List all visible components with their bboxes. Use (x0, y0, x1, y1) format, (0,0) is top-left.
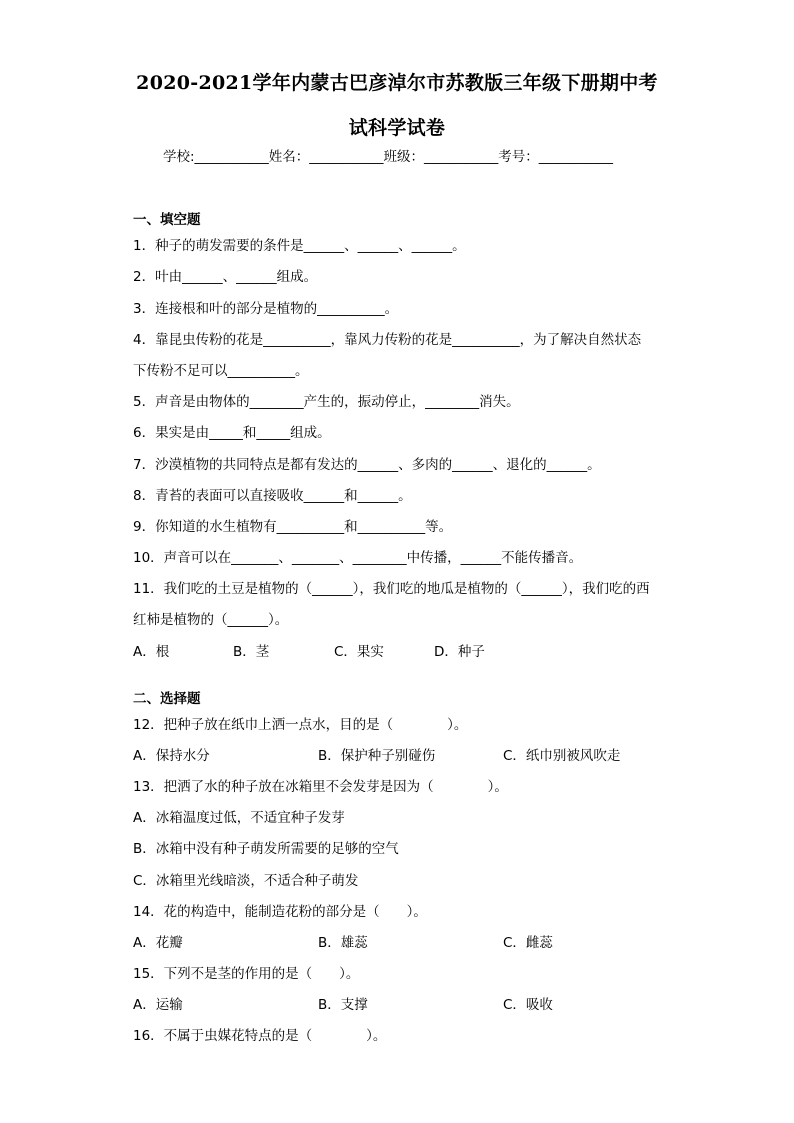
option-b: B．茎 (233, 644, 270, 660)
option-a: A．保持水分 (133, 748, 210, 764)
question-line: 2．叶由______、______组成。 (133, 269, 318, 285)
question-line: 15．下列不是茎的作用的是（ ）。 (133, 966, 360, 982)
option-c: C．纸巾别被风吹走 (503, 748, 621, 764)
question-line: 13．把洒了水的种子放在冰箱里不会发芽是因为（ ）。 (133, 779, 508, 795)
option-b: B．支撑 (318, 997, 368, 1013)
option-a: A．根 (133, 644, 170, 660)
option-a: A．花瓣 (133, 935, 183, 951)
section-heading-fill-blank: 一、填空题 (133, 212, 201, 228)
student-info-line: 学校:___________姓名：___________班级：___________考号：___________ (163, 149, 614, 165)
option-a: A．冰箱温度过低，不适宜种子发芽 (133, 810, 345, 826)
question-line: 5．声音是由物体的________产生的，振动停止，________消失。 (133, 394, 520, 410)
option-c: C．雌蕊 (503, 935, 553, 951)
question-line: 红柿是植物的（______）。 (133, 612, 289, 628)
option-c: C．果实 (334, 644, 384, 660)
question-line: 1．种子的萌发需要的条件是______、______、______。 (133, 238, 466, 254)
option-b: B．保护种子别碰伤 (318, 748, 436, 764)
exam-title-line2: 试科学试卷 (348, 117, 446, 139)
question-line: 3．连接根和叶的部分是植物的__________。 (133, 301, 399, 317)
question-line: 9．你知道的水生植物有__________和__________等。 (133, 519, 453, 535)
section-heading-choice: 二、选择题 (133, 691, 201, 707)
option-b: B．雄蕊 (318, 935, 368, 951)
question-line: 10．声音可以在_______、_______、________中传播，______不能传播音。 (133, 550, 583, 566)
question-line: 8．青苔的表面可以直接吸收______和______。 (133, 488, 412, 504)
question-line: 7．沙漠植物的共同特点是都有发达的______、多肉的______、退化的______。 (133, 457, 601, 473)
option-a: A．运输 (133, 997, 183, 1013)
option-d: D．种子 (434, 644, 485, 660)
question-line: 16．不属于虫媒花特点的是（ ）。 (133, 1028, 387, 1044)
question-line: 4．靠昆虫传粉的花是__________，靠风力传粉的花是__________，为了解决自然状态 (133, 332, 642, 348)
exam-title-line1: 2020-2021学年内蒙古巴彦淖尔市苏教版三年级下册期中考 (136, 72, 658, 94)
question-line: 14．花的构造中，能制造花粉的部分是（ ）。 (133, 904, 427, 920)
option-b: B．冰箱中没有种子萌发所需要的足够的空气 (133, 841, 399, 857)
question-line: 6．果实是由_____和_____组成。 (133, 425, 331, 441)
question-line: 11．我们吃的土豆是植物的（______），我们吃的地瓜是植物的（______），我们吃的西 (133, 581, 650, 597)
question-line: 12．把种子放在纸巾上洒一点水，目的是（ ）。 (133, 717, 468, 733)
question-line: 下传粉不足可以__________。 (133, 363, 309, 379)
option-c: C．冰箱里光线暗淡，不适合种子萌发 (133, 873, 359, 889)
option-c: C．吸收 (503, 997, 553, 1013)
